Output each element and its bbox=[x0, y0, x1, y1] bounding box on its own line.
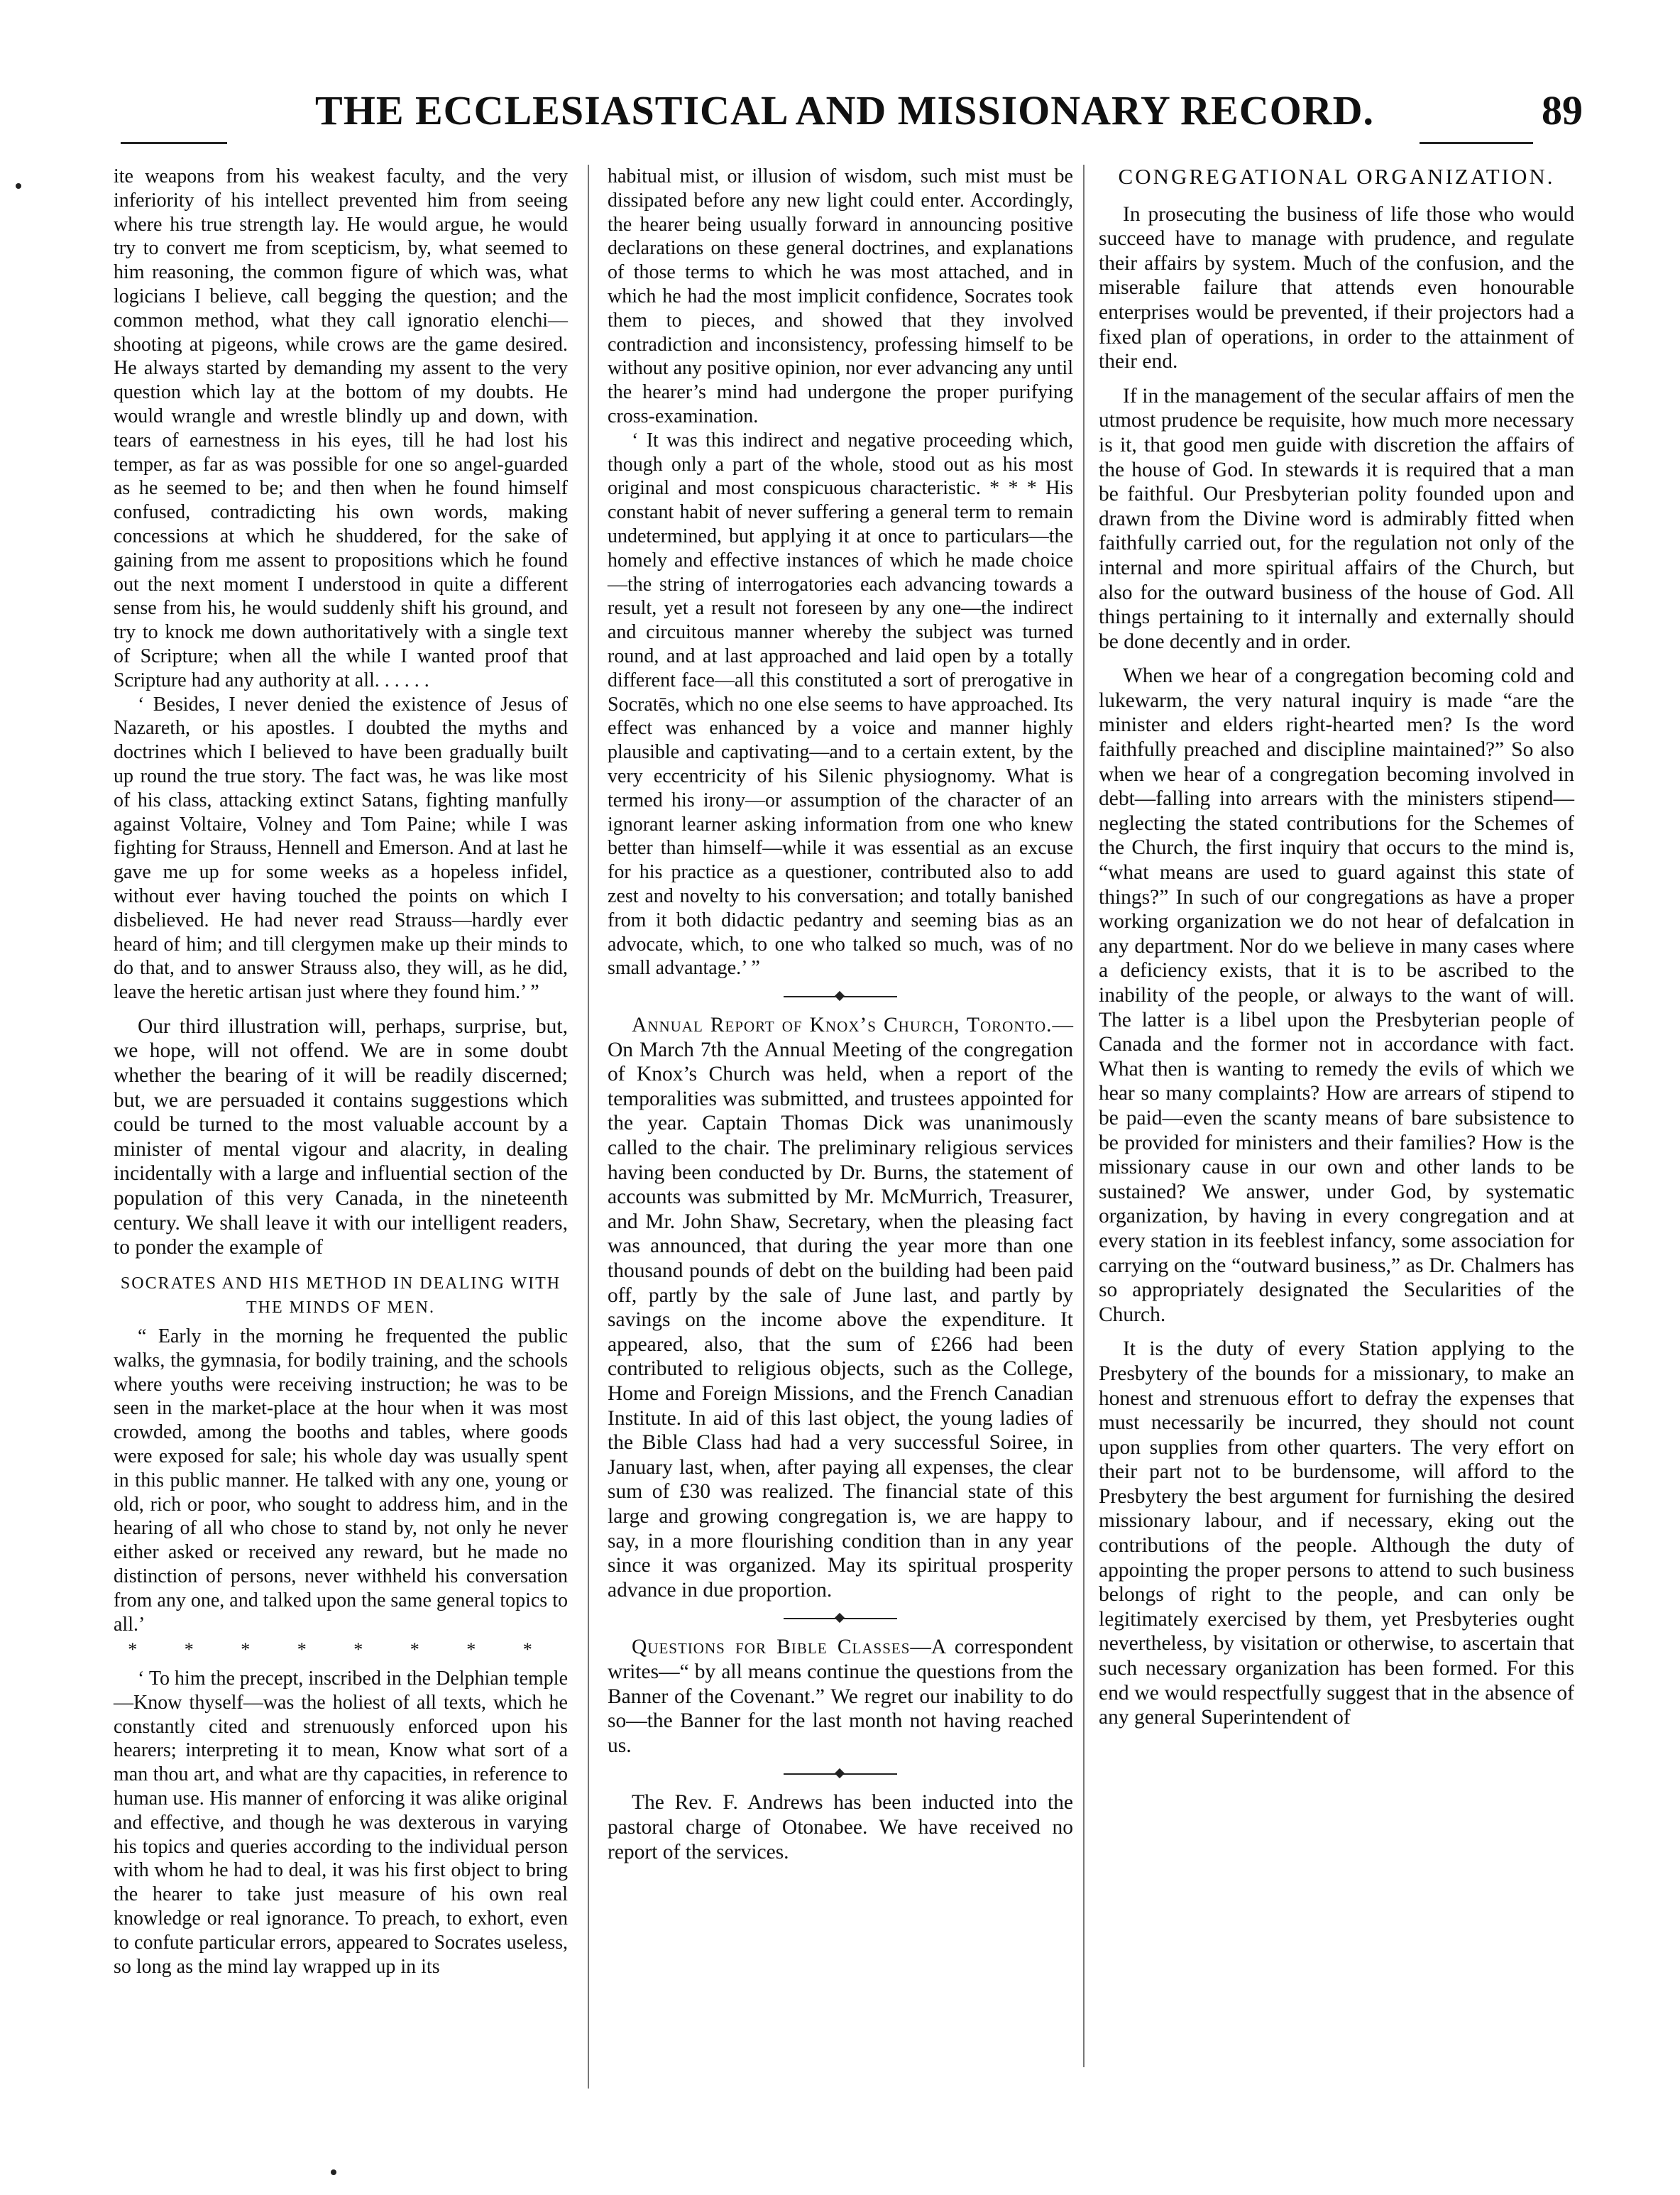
paragraph: ‘ Besides, I never denied the existence of Jesus of Nazareth, or his apostles. I doubted the myths and doctrines which I believed to have been gradually built up round the true story. The fact was, he was like most of his class, attacking extinct Satans, fighting manfully against Voltaire, Volney and Tom Paine; while I was fighting for Strauss, Hennell and Emerson. And at last he gave me up for some weeks as a hopeless infidel, without ever having touched the points on which I disbelieved. He had never read Strauss—hardly ever heard of him; and till clergymen make up their minds to do that, and to answer Strauss also, they will, as he did, leave the heretic artisan just where they found him.’ ” bbox=[114, 693, 568, 1004]
paragraph: When we hear of a congregation becoming cold and lukewarm, the very natural inquiry is made “are the minister and elders right-hearted men? Is the word faithfully preached and discipline maintained?” So also when we hear of a congregation becoming involved in debt—falling into arrears with the ministers stipend—neglecting the stated contributions for the Schemes of the Church, the first inquiry that occurs to the mind is, “what means are used to guard against this state of things?” In such of our congregations as have a proper working organization we do not hear of defalcation in any department. Nor do we believe in many cases where a deficiency exists, that it is to be ascribed to the inability of the people, or always to the want of will. The latter is a libel upon the Presbyterian people of Canada and the former not in accordance with fact. What then is wanting to remedy the evils of which we hear so many complaints? How are arrears of stipend to be paid—even the scanty means of bare subsistence to be provided for ministers and their families? How is the missionary cause in our own and other lands to be sustained? We answer, under God, by systematic organization, by having in every congregation and at every station in its feeblest infancy, some association for carrying on the “outward business,” as Dr. Chalmers has so appropriately designated the Secularities of the Church. bbox=[1099, 664, 1574, 1326]
page-speck bbox=[16, 183, 21, 189]
column-rule-right bbox=[1083, 165, 1085, 2067]
item-heading: Annual Report of Knox’s Church, Toronto. bbox=[632, 1014, 1053, 1037]
section-divider bbox=[784, 1618, 897, 1619]
item-heading: Questions for Bible Classes bbox=[632, 1636, 911, 1659]
section-divider bbox=[784, 1773, 897, 1775]
item-text: —A correspondent writes—“ by all means continue the questions from the Banner of the Covenant.” We regret our inability to do so—the Banner for the last month not having reached us. bbox=[608, 1636, 1073, 1757]
paragraph: ‘ To him the precept, inscribed in the Delphian temple—Know thyself—was the holiest of all texts, which he constantly cited and strenuously enforced upon his hearers; interpreting it to mean, Know what sort of a man thou art, and what are thy capacities, in reference to human use. His manner of enforcing it was alike original and effective, and though he was dexterous in varying his topics and queries according to the individual person with whom he had to deal, it was his first object to bring the hearer to take just measure of his own real knowledge or real ignorance. To preach, to exhort, even to confute particular errors, appeared to Socrates useless, so long as the mind lay wrapped up in its bbox=[114, 1667, 568, 1978]
paragraph bbox=[608, 1013, 1073, 1602]
paragraph: The Rev. F. Andrews has been inducted into the pastoral charge of Otonabee. We have received no report of the services. bbox=[608, 1791, 1073, 1863]
paragraph: If in the management of the secular affairs of men the utmost prudence be requisite, how much more necessary is it, that good men guide with discretion the affairs of the house of God. In stewards it is required that a man be faithful. Our Presbyterian polity founded upon and drawn from the Divine word is admirably fitted when faithfully carried out, for the regulation not only of the internal and more spiritual affairs of the Church, but also for the outward business of the house of God. All things pertaining to it internally and externally should be done decently and in order. bbox=[1099, 384, 1574, 653]
paragraph: habitual mist, or illusion of wisdom, such mist must be dissipated before any new light could enter. Accordingly, the hearer being usually forward in announcing positive declarations on these general doctrines, and explanations of those terms to which he was most attached, and in which he had the most implicit confidence, Socrates took them to pieces, and showed that they involved contradiction and inconsistency, professing himself to be without any positive opinion, nor ever advancing any until the hearer’s mind had undergone the proper purifying cross-examination. bbox=[608, 165, 1073, 427]
page-header bbox=[106, 84, 1583, 141]
column-left bbox=[114, 165, 568, 1978]
paragraph: “ Early in the morning he frequented the public walks, the gymnasia, for bodily training, and the schools where youths were receiving instruction; he was to be seen in the market-place at the hour when it was most crowded, among the booths and tables, where goods were exposed for sale; his whole day was usually spent in this public manner. He talked with any one, young or old, rich or poor, who sought to address him, and in the hearing of all who chose to stand by, not only he never either asked or received any reward, but he made no distinction of persons, never withheld his conversation from any one, and talked upon the same general topics to all.’ bbox=[114, 1325, 568, 1636]
column-middle bbox=[608, 165, 1073, 1864]
paragraph: In prosecuting the business of life those who would succeed have to manage with prudence, and regulate their affairs by system. Much of the confusion, and the miserable failure that attends even honourable enterprises would be prevented, if their projectors had a fixed plan of operations, in order to the attainment of their end. bbox=[1099, 202, 1574, 373]
item-text: —On March 7th the Annual Meeting of the congregation of Knox’s Church was held, when a report of the temporalities was submitted, and trustees appointed for the year. Captain Thomas Dick was unanimously called to the chair. The preliminary religious services having been conducted by Dr. Burns, the statement of accounts was submitted by Mr. McMurrich, Treasurer, and Mr. John Shaw, Secretary, when the pleasing fact was announced, that during the year more than one thousand pounds of debt on the building had been paid off, partly by the sale of June last, and partly by savings on the income above the expenditure. It appeared, also, that the sum of £266 had been contributed to religious objects, such as the College, Home and Foreign Missions, and the French Canadian Institute. In aid of this last object, the young ladies of the Bible Class had had a very successful Soiree, in January last, when, after paying all expenses, the clear sum of £30 was realized. The financial state of this large and growing congregation is, we are happy to say, in a more flourishing condition than in any year since it was organized. May its spiritual prosperity advance in due proportion. bbox=[608, 1014, 1073, 1602]
page-number: 89 bbox=[1542, 87, 1583, 133]
section-heading: SOCRATES AND HIS METHOD IN DEALING WITH THE MINDS OF MEN. bbox=[120, 1274, 561, 1318]
header-rule-right bbox=[1420, 142, 1533, 144]
page-speck bbox=[331, 2169, 336, 2175]
section-divider bbox=[784, 996, 897, 997]
paragraph: Our third illustration will, perhaps, surprise, but, we hope, will not offend. We are in some doubt whether the bearing of it will be readily discerned; but, we are persuaded it contains suggestions which could be turned to the most valuable account by a minister of mental vigour and alacrity, in dealing incidentally with a large and influential section of the population of this very Canada, in the nineteenth century. We shall leave it with our intelligent readers, to ponder the example of bbox=[114, 1014, 568, 1259]
column-rule-left bbox=[588, 165, 589, 2089]
header-rule-left bbox=[121, 142, 227, 144]
paragraph: It is the duty of every Station applying to the Presbytery of the bounds for a missionary, to make an honest and strenuous effort to defray the expenses that must necessarily be incurred, they should not count upon supplies from other quarters. The very effort on their part not to be burdensome, will afford to the Presbytery the best argument for furnishing the desired missionary labour, and if necessary, eking out the contributions of the people. Although the duty of appointing the proper persons to attend to such business belongs of right to the people, and can only be legitimately exercised by them, yet Presbyteries ought nevertheless, by visitation or otherwise, to ascertain that such necessary organization has been formed. For this end we would respectfully suggest that in the absence of any general Superintendent of bbox=[1099, 1337, 1574, 1729]
paragraph: ‘ It was this indirect and negative proceeding which, though only a part of the whole, stood out as his most original and most conspicuous characteristic. * * * His constant habit of never suffering a general term to remain undetermined, but applying it at once to particulars—the homely and effective instances of which he made choice—the string of interrogatories each advancing towards a result, yet a result not foreseen by any one—the indirect and circuitous manner whereby the subject was turned round, and at last approached and laid open by a totally different face—all this constituted a sort of prerogative in Socratēs, which no one else seems to have approached. Its effect was enhanced by a voice and manner highly plausible and captivating—and to a certain extent, by the very eccentricity of his Silenic physiognomy. What is termed his irony—or assumption of the character of an ignorant learner asking information from one who knew better than himself—while it was essential as an excuse for his practice as a questioner, contributed also to add zest and novelty to his conversation; and totally banished from it both didactic pedantry and seeming bias as an advocate, which, to one who talked so much, was of no small advantage.’ ” bbox=[608, 429, 1073, 980]
article-title: CONGREGATIONAL ORGANIZATION. bbox=[1118, 164, 1555, 189]
column-right bbox=[1099, 165, 1574, 1730]
paragraph bbox=[608, 1635, 1073, 1758]
journal-title: THE ECCLESIASTICAL AND MISSIONARY RECORD. bbox=[315, 87, 1374, 133]
ellipsis-stars: * * * * * * * * bbox=[128, 1639, 554, 1660]
paragraph: ite weapons from his weakest faculty, and the very inferiority of his intellect prevented him from seeing where his true strength lay. He would argue, he would try to convert me from scepticism, by, what seemed to him reasoning, the common figure of which was, what logicians I believe, call begging the question; and the common method, what they call ignoratio elenchi—shooting at pigeons, while crows are the game desired. He always started by demanding my assent to the very question which lay at the bottom of my doubts. He would wrangle and wrestle blindly up and down, with tears of earnestness in his eyes, till he had lost his temper, as far as was possible for one so angel-guarded as he seemed to be; and then when he found himself confused, contradicting his own words, making concessions at which he shuddered, for the sake of gaining from me assent to propositions which he found out the next moment I understood in quite a different sense from his, he would suddenly shift his ground, and try to knock me down authoritatively with a single text of Scripture; when all the while I wanted proof that Scripture had any authority at all. . . . . . bbox=[114, 165, 568, 691]
